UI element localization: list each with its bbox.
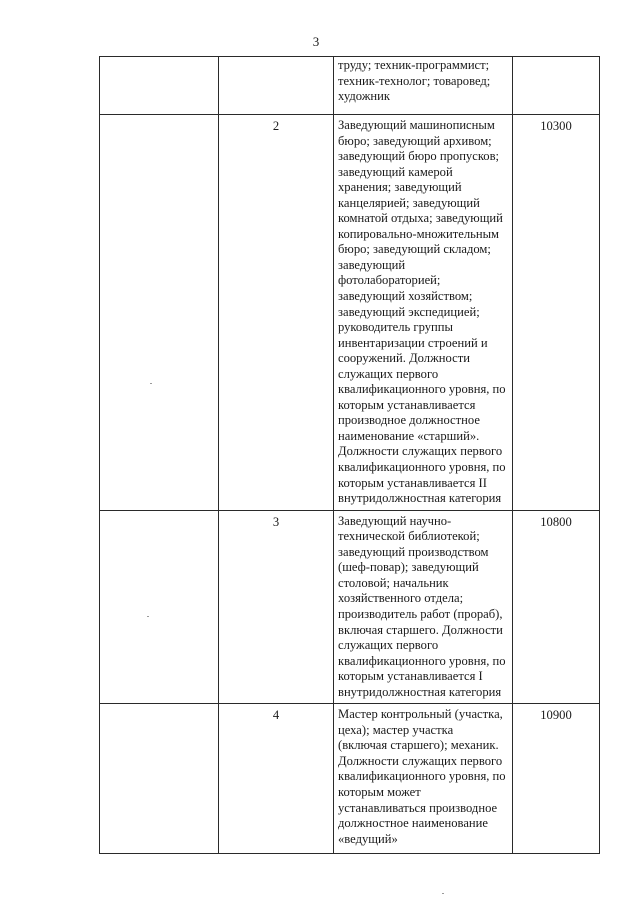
position-line: заведующий камерой	[338, 164, 453, 179]
position-line: бюро; заведующий складом;	[338, 242, 491, 257]
level-cell: 2	[219, 115, 334, 511]
scan-speck	[150, 383, 152, 384]
position-line: производитель работ (прораб),	[338, 606, 503, 621]
table-row	[100, 510, 600, 704]
position-line: внутридолжностная категория	[338, 684, 502, 699]
position-line: технической библиотекой;	[338, 529, 480, 544]
group-cell	[100, 57, 219, 115]
position-line: художник	[338, 89, 391, 104]
position-cell	[334, 704, 513, 854]
position-line: которым устанавливается I	[338, 669, 483, 684]
position-cell	[334, 57, 513, 115]
position-line: Заведующий научно-	[338, 513, 452, 528]
table-row	[100, 704, 600, 854]
position-line: служащих первого	[338, 638, 439, 653]
position-line: служащих первого	[338, 366, 439, 381]
position-line: квалификационного уровня, по	[338, 382, 506, 397]
position-line: внутридолжностная категория	[338, 491, 502, 506]
position-line: (шеф-повар); заведующий	[338, 560, 479, 575]
salary-table	[99, 56, 600, 854]
position-line: «ведущий»	[338, 831, 398, 846]
position-line: заведующий производством	[338, 544, 489, 559]
table-row	[100, 57, 600, 115]
salary-cell: 10800	[513, 510, 600, 704]
position-line: наименование «старший».	[338, 428, 480, 443]
position-line: руководитель группы	[338, 320, 453, 335]
group-cell	[100, 115, 219, 511]
position-line: включая старшего. Должности	[338, 622, 503, 637]
position-line: которым устанавливается II	[338, 475, 487, 490]
position-line: цеха); мастер участка	[338, 722, 454, 737]
level-cell: 3	[219, 510, 334, 704]
position-line: фотолабораторией;	[338, 273, 441, 288]
table-row	[100, 115, 600, 511]
position-line: которым устанавливается	[338, 397, 476, 412]
position-line: устанавливаться производное	[338, 800, 498, 815]
position-line: труду; техник-программист;	[338, 58, 490, 72]
position-line: Должности служащих первого	[338, 753, 503, 768]
scan-speck	[442, 893, 444, 894]
position-line: хозяйственного отдела;	[338, 591, 464, 606]
position-line: комнатой отдыха; заведующий	[338, 211, 503, 226]
position-line: (включая старшего); механик.	[338, 738, 499, 753]
group-cell	[100, 510, 219, 704]
position-line: заведующий хозяйством;	[338, 289, 473, 304]
level-cell: 4	[219, 704, 334, 854]
position-line: столовой; начальник	[338, 575, 449, 590]
position-line: бюро; заведующий архивом;	[338, 133, 492, 148]
position-line: техник-технолог; товаровед;	[338, 73, 491, 88]
position-line: которым может	[338, 784, 421, 799]
position-line: канцелярией; заведующий	[338, 195, 480, 210]
salary-cell: 10900	[513, 704, 600, 854]
position-line: Заведующий машинописным	[338, 118, 495, 132]
salary-cell	[513, 57, 600, 115]
position-line: копировально-множительным	[338, 226, 500, 241]
position-line: заведующий экспедицией;	[338, 304, 480, 319]
salary-cell: 10300	[513, 115, 600, 511]
position-cell	[334, 115, 513, 511]
position-line: должностное наименование	[338, 816, 488, 831]
position-line: заведующий	[338, 257, 406, 272]
position-line: квалификационного уровня, по	[338, 653, 506, 668]
position-line: хранения; заведующий	[338, 180, 462, 195]
position-line: инвентаризации строений и	[338, 335, 488, 350]
page-number: 3	[312, 34, 320, 49]
position-line: заведующий бюро пропусков;	[338, 149, 500, 164]
position-line: Должности служащих первого	[338, 444, 503, 459]
position-cell	[334, 510, 513, 704]
group-cell	[100, 704, 219, 854]
position-line: производное должностное	[338, 413, 480, 428]
position-line: Мастер контрольный (участка,	[338, 707, 503, 722]
level-cell	[219, 57, 334, 115]
position-line: сооружений. Должности	[338, 351, 470, 366]
scan-speck	[147, 616, 149, 617]
position-line: квалификационного уровня, по	[338, 460, 506, 475]
position-line: квалификационного уровня, по	[338, 769, 506, 784]
